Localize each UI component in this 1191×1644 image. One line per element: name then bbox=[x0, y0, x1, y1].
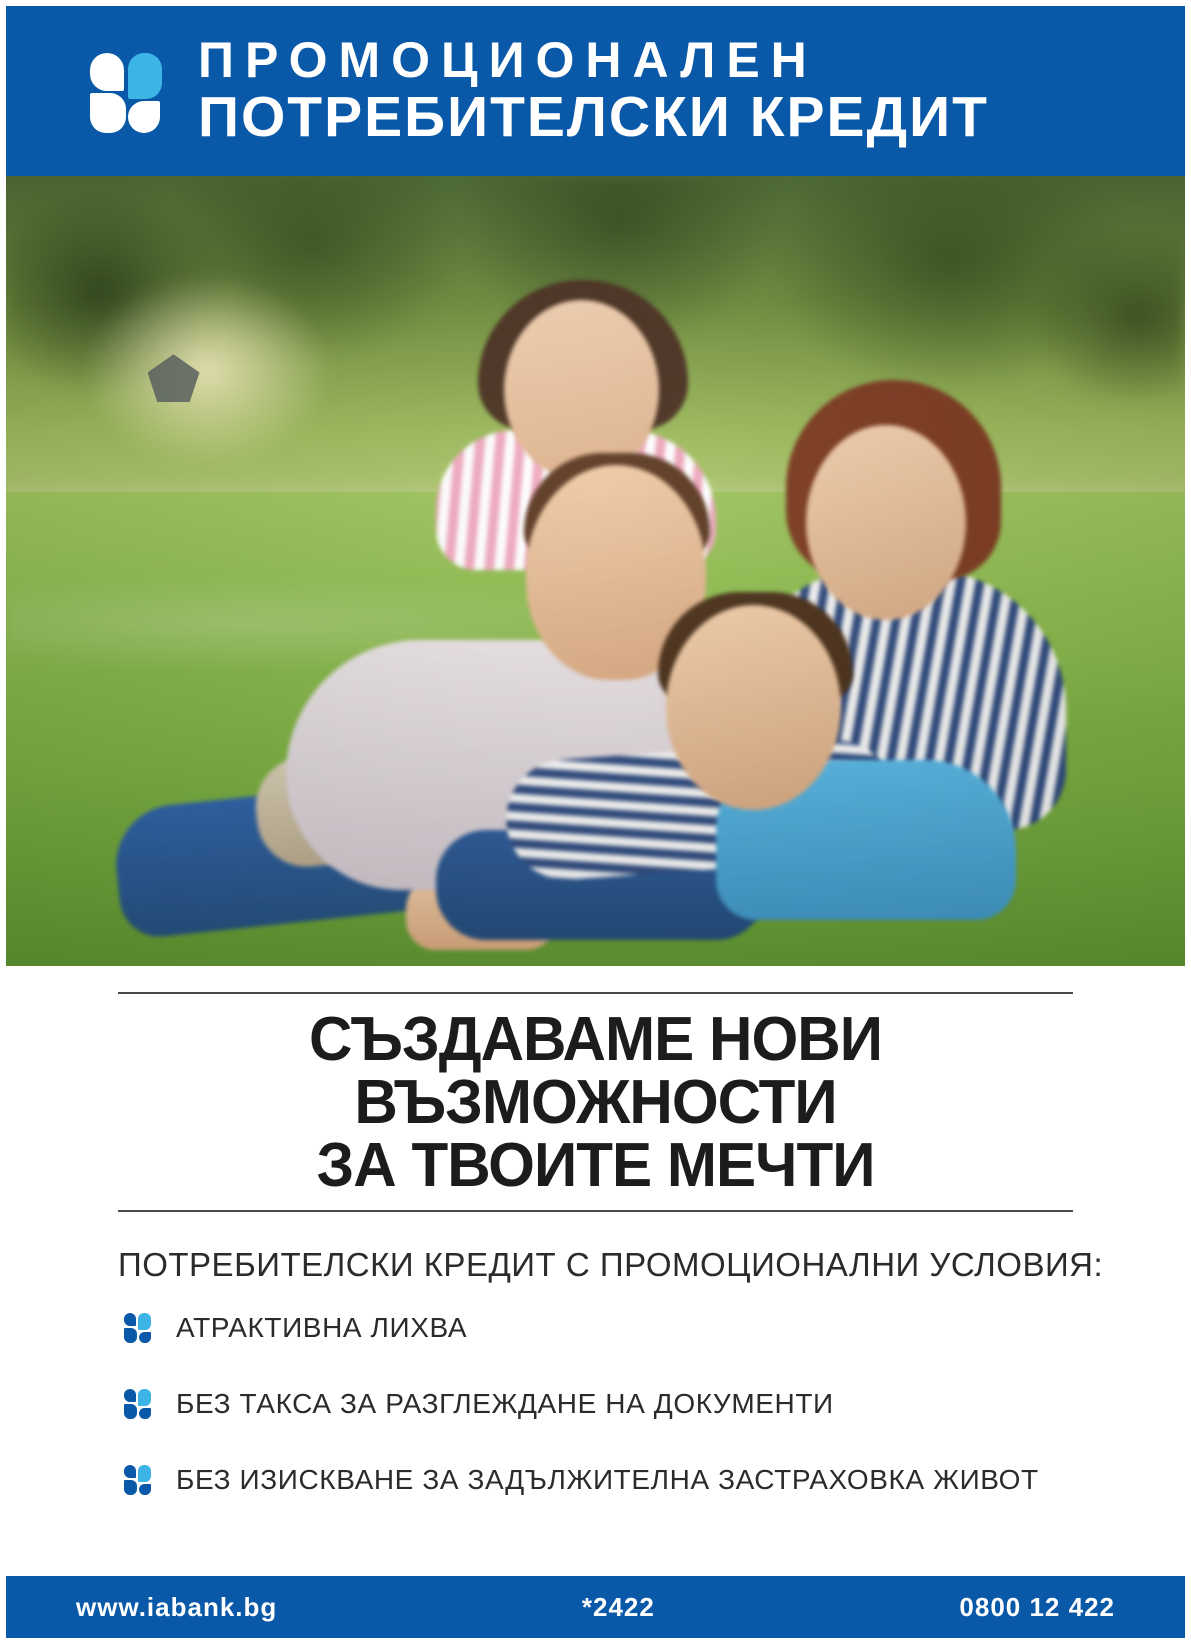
poster-footer bbox=[6, 1576, 1185, 1638]
petal-bullet-icon bbox=[124, 1313, 154, 1343]
poster-header bbox=[6, 6, 1185, 176]
benefit-label: БЕЗ ТАКСА ЗА РАЗГЛЕЖДАНЕ НА ДОКУМЕНТИ bbox=[176, 1387, 834, 1419]
subheadline: ПОТРЕБИТЕЛСКИ КРЕДИТ С ПРОМОЦИОНАЛНИ УСЛОВИЯ: bbox=[118, 1245, 1104, 1283]
benefit-label: БЕЗ ИЗИСКВАНЕ ЗА ЗАДЪЛЖИТЕЛНА ЗАСТРАХОВКА ЖИВОТ bbox=[176, 1463, 1039, 1495]
hero-overlay bbox=[6, 176, 1185, 966]
petal-bullet-icon bbox=[124, 1465, 154, 1495]
benefits-list bbox=[118, 1312, 1073, 1496]
short-number[interactable]: *2422 bbox=[581, 1591, 655, 1622]
benefit-label: АТРАКТИВНА ЛИХВА bbox=[176, 1311, 468, 1343]
list-item bbox=[124, 1312, 1073, 1344]
header-title-line-2: ПОТРЕБИТЕЛСКИ КРЕДИТ bbox=[198, 85, 989, 150]
headline-line-2: ЗА ТВОИТЕ МЕЧТИ bbox=[316, 1131, 875, 1201]
headline-line-1: СЪЗДАВАМЕ НОВИ ВЪЗМОЖНОСТИ bbox=[309, 1005, 882, 1138]
petal-bullet-icon bbox=[124, 1389, 154, 1419]
header-title-line-1: ПРОМОЦИОНАЛЕН bbox=[198, 32, 818, 89]
website-link[interactable]: www.iabank.bg bbox=[76, 1591, 278, 1622]
list-item bbox=[124, 1388, 1073, 1420]
list-item bbox=[124, 1464, 1073, 1496]
headline bbox=[132, 994, 1058, 1210]
header-titles bbox=[198, 32, 989, 150]
phone-number[interactable]: 0800 12 422 bbox=[959, 1591, 1115, 1622]
poster-body bbox=[6, 966, 1185, 1576]
iabank-logo-icon bbox=[84, 49, 170, 135]
hero-photo bbox=[6, 176, 1185, 966]
